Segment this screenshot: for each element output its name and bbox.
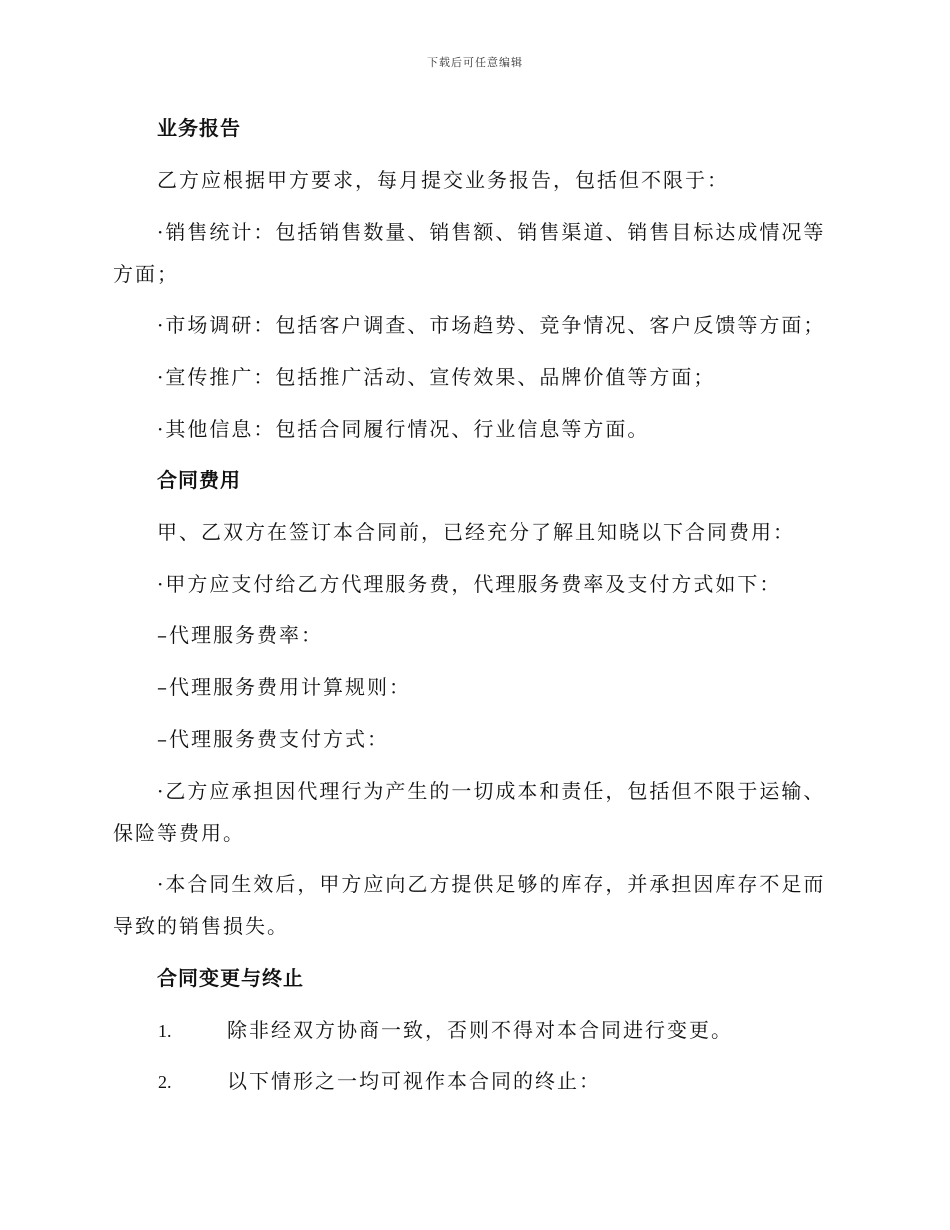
- bullet-costs-liability: ·乙方应承担因代理行为产生的一切成本和责任，包括但不限于运输、: [157, 779, 826, 803]
- section-title-business-report: 业务报告: [157, 116, 241, 140]
- bullet-service-fee: ·甲方应支付给乙方代理服务费，代理服务费率及支付方式如下：: [157, 572, 782, 596]
- bullet-promotion: ·宣传推广：包括推广活动、宣传效果、品牌价值等方面；: [157, 365, 716, 389]
- list-item-2: 以下情形之一均可视作本合同的终止：: [227, 1069, 601, 1093]
- sub-item-fee-rate: –代理服务费率：: [157, 623, 323, 647]
- bullet-sales-stats: ·销售统计：包括销售数量、销售额、销售渠道、销售目标达成情况等: [157, 220, 826, 244]
- section-title-contract-fees: 合同费用: [157, 468, 241, 492]
- sub-item-fee-rules: –代理服务费用计算规则：: [157, 675, 411, 699]
- list-number-2: 2.: [158, 1072, 172, 1092]
- bullet-costs-liability-cont: 保险等费用。: [113, 821, 245, 845]
- bullet-inventory-cont: 导致的销售损失。: [113, 914, 289, 938]
- page-header: 下载后可任意编辑: [427, 56, 523, 69]
- paragraph-intro: 乙方应根据甲方要求，每月提交业务报告，包括但不限于：: [157, 168, 729, 192]
- bullet-sales-stats-cont: 方面；: [113, 262, 179, 286]
- sub-item-payment-method: –代理服务费支付方式：: [157, 727, 389, 751]
- list-number-1: 1.: [158, 1021, 172, 1041]
- paragraph-fees-intro: 甲、乙双方在签订本合同前，已经充分了解且知晓以下合同费用：: [157, 520, 795, 544]
- bullet-market-research: ·市场调研：包括客户调查、市场趋势、竞争情况、客户反馈等方面；: [157, 313, 826, 337]
- bullet-other-info: ·其他信息：包括合同履行情况、行业信息等方面。: [157, 417, 650, 441]
- list-item-1: 除非经双方协商一致，否则不得对本合同进行变更。: [227, 1018, 733, 1042]
- bullet-inventory: ·本合同生效后，甲方应向乙方提供足够的库存，并承担因库存不足而: [157, 872, 826, 896]
- section-title-change-termination: 合同变更与终止: [157, 966, 304, 990]
